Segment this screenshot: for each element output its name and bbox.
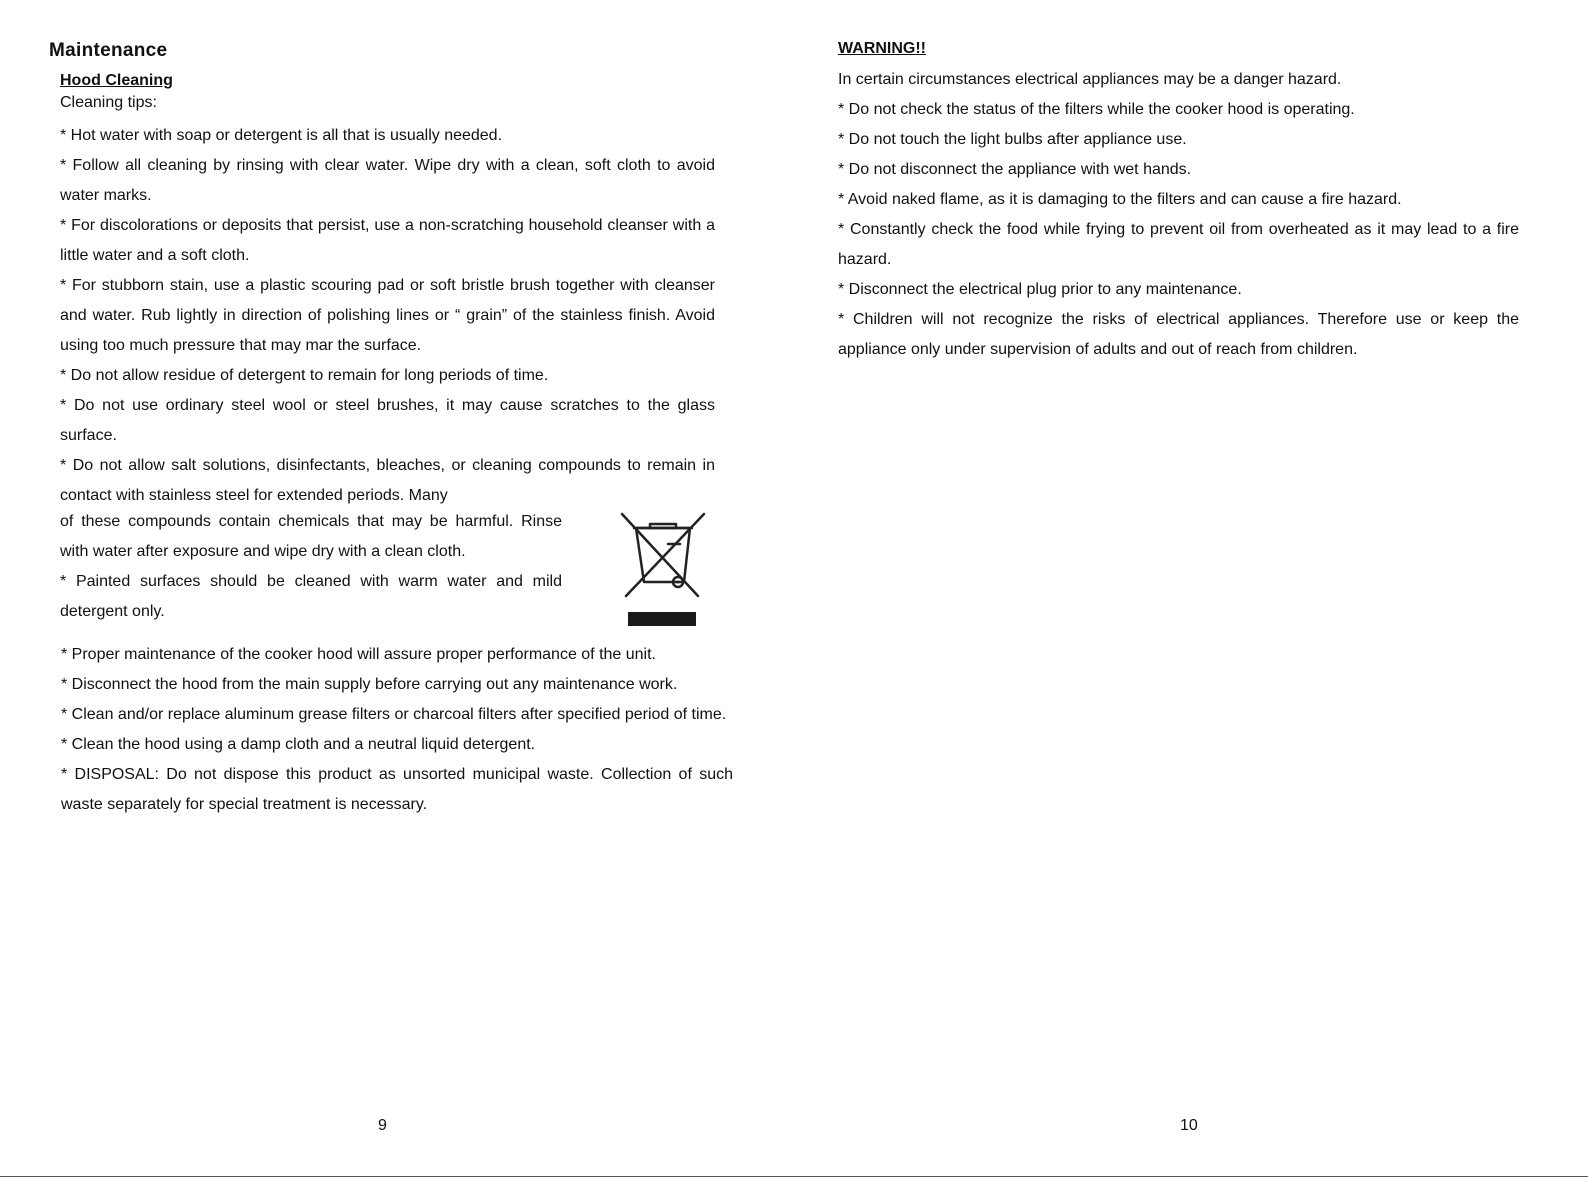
list-item: * Disconnect the hood from the main supply before carrying out any maintenance work.	[61, 676, 678, 693]
list-item: * Clean and/or replace aluminum grease filters or charcoal filters after specified period of time.	[61, 706, 727, 723]
list-item: of these compounds contain chemicals that may be harmful. Rinse with water after exposure and wipe dry with a clean cloth.	[60, 513, 562, 560]
crossed-out-wheelie-bin-icon	[618, 510, 708, 630]
list-item: * Hot water with soap or detergent is all that is usually needed.	[60, 127, 503, 144]
list-item: * For discolorations or deposits that persist, use a non-scratching household cleanser with a little water and a soft cloth.	[60, 217, 715, 264]
page-number: 9	[378, 1117, 387, 1134]
maintenance-notes	[61, 640, 733, 820]
list-item: * Avoid naked flame, as it is damaging to the filters and can cause a fire hazard.	[838, 191, 1402, 208]
list-item: * Do not check the status of the filters while the cooker hood is operating.	[838, 101, 1355, 118]
list-item: * Painted surfaces should be cleaned with warm water and mild detergent only.	[60, 573, 562, 620]
list-item: * Do not touch the light bulbs after appliance use.	[838, 131, 1187, 148]
warning-intro: In certain circumstances electrical appliances may be a danger hazard.	[838, 71, 1342, 88]
cleaning-tips-continued	[60, 507, 562, 627]
list-item: * Do not allow salt solutions, disinfectants, bleaches, or cleaning compounds to remain in contact with stainless steel for extended periods. Many	[60, 457, 715, 504]
list-item: * Do not disconnect the appliance with wet hands.	[838, 161, 1192, 178]
bottom-divider	[0, 1176, 1588, 1177]
list-item: * Proper maintenance of the cooker hood will assure proper performance of the unit.	[61, 646, 656, 663]
list-item: * Constantly check the food while frying to prevent oil from overheated as it may lead to a fire hazard.	[838, 221, 1519, 268]
list-item: * Children will not recognize the risks of electrical appliances. Therefore use or keep the appliance only under supervision of adults and out of reach from children.	[838, 311, 1519, 358]
section-title: Maintenance	[49, 40, 168, 61]
list-item: * Do not allow residue of detergent to remain for long periods of time.	[60, 367, 549, 384]
list-item: * DISPOSAL: Do not dispose this product as unsorted municipal waste. Collection of such waste separately for special treatment is necessary.	[61, 766, 733, 813]
warnings-list	[838, 65, 1519, 365]
list-item: * Clean the hood using a damp cloth and a neutral liquid detergent.	[61, 736, 536, 753]
list-item: * For stubborn stain, use a plastic scouring pad or soft bristle brush together with cleanser and water. Rub lightly in direction of polishing lines or “ grain” of the stainless finish. Avoid using too much pressure that may mar the surface.	[60, 277, 715, 354]
list-item: * Do not use ordinary steel wool or steel brushes, it may cause scratches to the glass surface.	[60, 397, 715, 444]
cleaning-tips-label: Cleaning tips:	[60, 94, 157, 111]
cleaning-tips	[60, 91, 715, 511]
warning-heading: WARNING!!	[838, 40, 926, 57]
list-item: * Follow all cleaning by rinsing with clear water. Wipe dry with a clean, soft cloth to avoid water marks.	[60, 157, 715, 204]
page-number: 10	[1180, 1117, 1198, 1134]
list-item: * Disconnect the electrical plug prior to any maintenance.	[838, 281, 1242, 298]
right-page	[794, 0, 1588, 1192]
hood-cleaning-heading: Hood Cleaning	[60, 72, 173, 89]
